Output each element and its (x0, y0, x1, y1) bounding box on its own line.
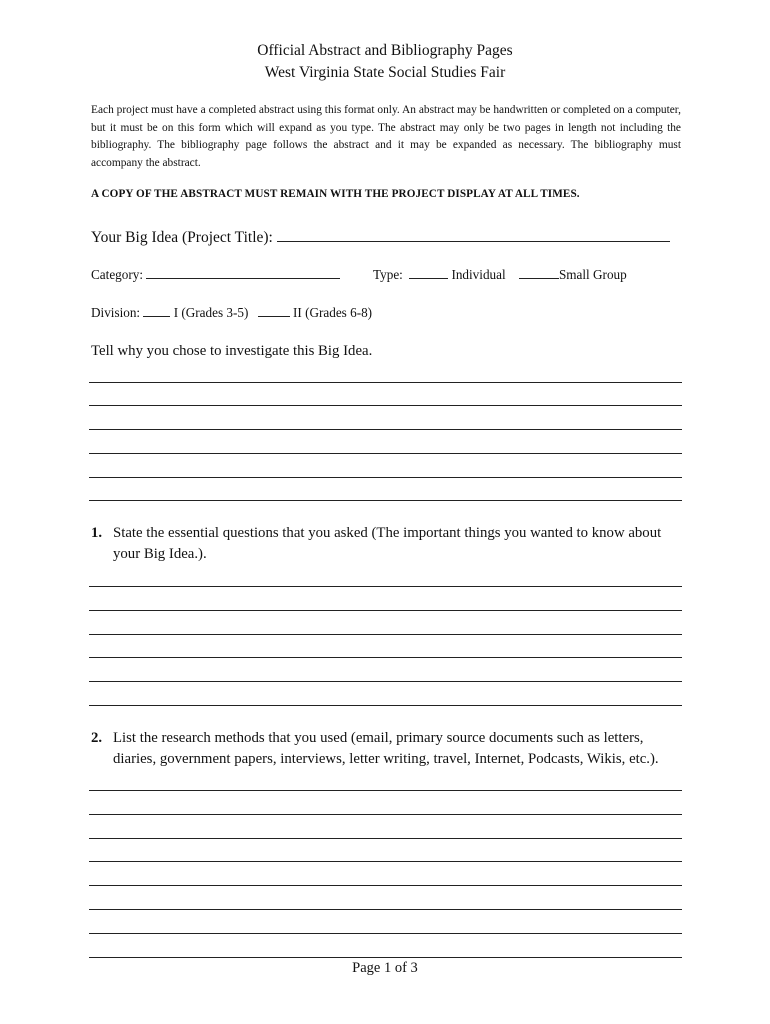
question-2-answer-line[interactable] (89, 814, 682, 815)
type-small-group-label: Small Group (558, 267, 627, 282)
why-answer-line[interactable] (89, 477, 682, 478)
category-label: Category: (91, 267, 144, 282)
question-2-answer-line[interactable] (89, 838, 682, 839)
why-answer-line[interactable] (89, 382, 682, 383)
question-1-text: State the essential questions that you asked (The important things you wanted to know about your Big Idea.). (113, 525, 662, 562)
type-label: Type: (373, 267, 403, 282)
type-individual-blank[interactable] (409, 265, 448, 279)
why-answer-line[interactable] (89, 429, 682, 430)
question-2-answer-line[interactable] (89, 909, 682, 910)
category-row (91, 265, 340, 283)
division-1-label: I (Grades 3-5) (173, 305, 249, 320)
category-field[interactable] (146, 265, 340, 279)
division-row (91, 303, 372, 321)
page-title: Official Abstract and Bibliography Pages (257, 42, 513, 59)
why-answer-line[interactable] (89, 405, 682, 406)
type-small-group-blank[interactable] (519, 265, 559, 279)
big-idea-field[interactable] (277, 226, 670, 242)
page-number: Page 1 of 3 (352, 960, 418, 976)
division-2-blank[interactable] (258, 303, 290, 317)
page-subtitle: West Virginia State Social Studies Fair (264, 64, 506, 81)
question-2-answer-line[interactable] (89, 885, 682, 886)
question-2-number: 2. (91, 730, 103, 746)
why-prompt: Tell why you chose to investigate this Big Idea. (91, 343, 373, 359)
division-2-label: II (Grades 6-8) (292, 305, 373, 320)
big-idea-label: Your Big Idea (Project Title): (91, 229, 273, 246)
question-1-answer-line[interactable] (89, 681, 682, 682)
question-1-answer-line[interactable] (89, 634, 682, 635)
question-1-number: 1. (91, 525, 103, 541)
why-answer-line[interactable] (89, 453, 682, 454)
question-1-answer-line[interactable] (89, 586, 682, 587)
division-label: Division: (91, 305, 141, 320)
instructions-paragraph: Each project must have a completed abstract using this format only. An abstract may be handwritten or completed on a computer, but it must be on this form which will expand as you type. The abstract may only be two pages in length not including the bibliography. The bibliography page follows the abstract and it may be expanded as necessary. The bibliography must accompany the abstract. (91, 104, 681, 169)
question-2-answer-line[interactable] (89, 933, 682, 934)
question-1-answer-line[interactable] (89, 610, 682, 611)
division-1-blank[interactable] (143, 303, 170, 317)
type-row (373, 265, 627, 283)
why-answer-line[interactable] (89, 500, 682, 501)
type-individual-label: Individual (451, 267, 506, 282)
question-2-answer-line[interactable] (89, 957, 682, 958)
big-idea-row (91, 226, 670, 247)
question-1-answer-line[interactable] (89, 705, 682, 706)
question-2-text: List the research methods that you used (email, primary source documents such as letters, diaries, government papers, interviews, letter writing, travel, Internet, Podcasts, Wikis, etc.). (113, 730, 659, 767)
display-warning: A COPY OF THE ABSTRACT MUST REMAIN WITH THE PROJECT DISPLAY AT ALL TIMES. (91, 188, 580, 200)
question-1-answer-line[interactable] (89, 657, 682, 658)
question-2-answer-line[interactable] (89, 861, 682, 862)
question-2-answer-line[interactable] (89, 790, 682, 791)
